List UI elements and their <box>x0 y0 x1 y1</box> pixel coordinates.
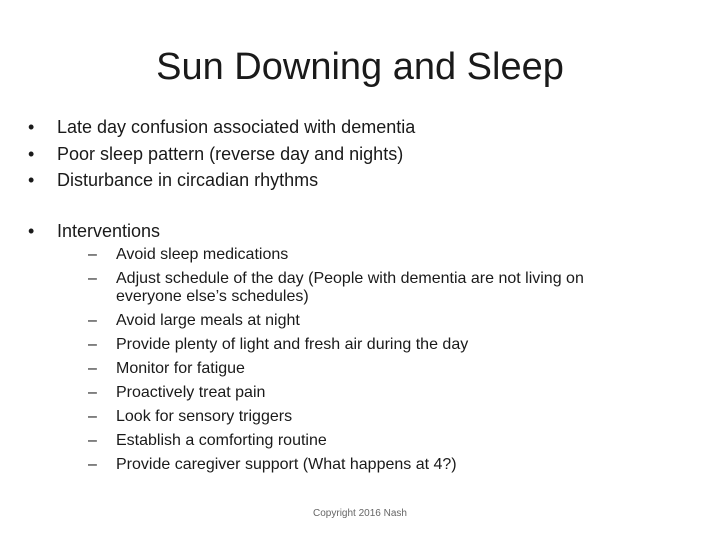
dash-marker: – <box>88 431 97 449</box>
intervention-text: Monitor for fatigue <box>116 359 245 377</box>
interventions-sublist <box>88 246 596 474</box>
dash-marker: – <box>88 407 97 425</box>
dash-marker: – <box>88 269 97 287</box>
intervention-text: Provide caregiver support (What happens at 4?) <box>116 455 457 473</box>
intervention-text: Adjust schedule of the day (People with dementia are not living on everyone else’s schedules) <box>116 269 584 305</box>
dash-marker: – <box>88 311 97 329</box>
intervention-text: Avoid sleep medications <box>116 245 289 263</box>
intervention-text: Avoid large meals at night <box>116 311 300 329</box>
bullet-text: Poor sleep pattern (reverse day and nights) <box>57 143 404 164</box>
bullet-item <box>28 141 415 168</box>
intervention-item <box>88 408 596 426</box>
bullet-item <box>28 114 415 141</box>
intervention-text: Provide plenty of light and fresh air during the day <box>116 335 469 353</box>
intervention-text: Look for sensory triggers <box>116 407 293 425</box>
bullet-list <box>28 114 415 194</box>
bullet-text: Late day confusion associated with dementia <box>57 117 416 137</box>
dash-marker: – <box>88 455 97 473</box>
dash-marker: – <box>88 335 97 353</box>
intervention-item <box>88 336 596 354</box>
bullet-marker: • <box>28 170 35 190</box>
slide-title: Sun Downing and Sleep <box>156 46 564 88</box>
interventions-item <box>28 218 596 474</box>
intervention-item <box>88 456 596 474</box>
bullet-marker: • <box>28 117 35 137</box>
bullet-marker: • <box>28 143 35 164</box>
intervention-text: Proactively treat pain <box>116 383 266 401</box>
copyright-footer: Copyright 2016 Nash <box>313 508 407 519</box>
interventions-label: Interventions <box>57 221 161 241</box>
interventions-list <box>28 218 596 480</box>
dash-marker: – <box>88 359 97 377</box>
bullet-marker: • <box>28 221 35 241</box>
intervention-text: Establish a comforting routine <box>116 431 327 449</box>
dash-marker: – <box>88 245 97 263</box>
intervention-item <box>88 312 596 330</box>
dash-marker: – <box>88 383 97 401</box>
intervention-item <box>88 384 596 402</box>
bullet-item <box>28 167 415 194</box>
intervention-item <box>88 246 596 264</box>
bullet-text: Disturbance in circadian rhythms <box>57 170 319 190</box>
intervention-item <box>88 360 596 378</box>
intervention-item <box>88 432 596 450</box>
intervention-item <box>88 270 596 306</box>
